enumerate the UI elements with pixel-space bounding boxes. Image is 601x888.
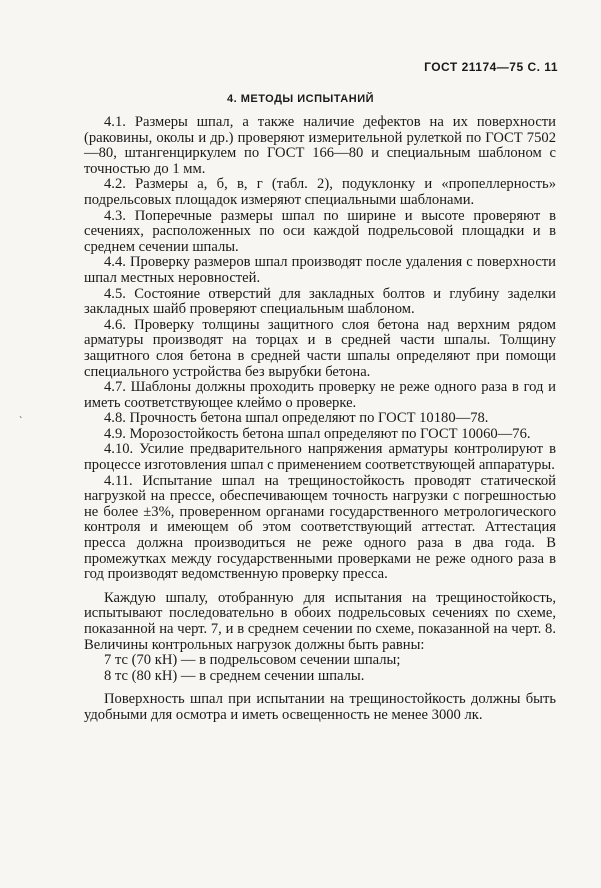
section-title: 4. МЕТОДЫ ИСПЫТАНИЙ [227,93,374,105]
paragraph-4-11: 4.11. Испытание шпал на трещиностойкость проводят статической нагрузкой на прессе, обеспечивающем точность нагрузки с погрешностью не более ±3%, проверенном органами государственного метрологического контроля и имеющем об этом соответствующий аттестат. Аттестация пресса должна производиться не реже одного раза в два года. В промежутках между государственными проверками не реже одного раза в год производят ведомственную проверку пресса. [84,472,556,583]
paragraph-surface-lighting: Поверхность шпал при испытании на трещиностойкость должны быть удобными для осмотра и иметь освещенность не менее 3000 лк. [84,691,556,723]
paragraph-4-6: 4.6. Проверку толщины защитного слоя бетона над верхним рядом арматуры производят на торцах и в средней части шпалы. Толщину защитного слоя бетона в средней части шпалы определяют при помощи специального устройства без вырубки бетона. [84,316,556,380]
load-line-rail-section: 7 тс (70 кН) — в подрельсовом сечении шпалы; [104,652,401,669]
paragraph-4-8: 4.8. Прочность бетона шпал определяют по ГОСТ 10180—78. [104,410,489,427]
paragraph-4-2: 4.2. Размеры а, б, в, г (табл. 2), подуклонку и «пропеллерность» подрельсовых площадок измеряют специальными шаблонами. [84,176,556,208]
paragraph-4-1: 4.1. Размеры шпал, а также наличие дефектов на их поверхности (раковины, околы и др.) проверяют измерительной рулеткой по ГОСТ 7502—80, штангенциркулем по ГОСТ 166—80 и специальным шаблоном с точностью до 1 мм. [84,114,556,177]
load-line-middle-section: 8 тс (80 кН) — в среднем сечении шпалы. [104,667,365,684]
document-body [84,115,556,724]
paragraph-4-4: 4.4. Проверку размеров шпал производят после удаления с поверхности шпал местных неровностей. [84,254,556,286]
page-header: ГОСТ 21174—75 С. 11 [424,60,558,74]
scan-speck: ` [19,416,23,427]
paragraph-4-7: 4.7. Шаблоны должны проходить проверку не реже одного раза в год и иметь соответствующее клеймо о проверке. [84,379,556,411]
paragraph-4-9: 4.9. Морозостойкость бетона шпал определяют по ГОСТ 10060—76. [104,425,531,442]
paragraph-4-5: 4.5. Состояние отверстий для закладных болтов и глубину заделки закладных шайб проверяют специальным шаблоном. [84,285,556,318]
paragraph-4-3: 4.3. Поперечные размеры шпал по ширине и высоте проверяют в сечениях, расположенных по оси каждой подрельсовой площадки и в среднем сечении шпалы. [84,207,556,255]
paragraph-loads-intro: Каждую шпалу, отобранную для испытания на трещиностойкость, испытывают последовательно в обоих подрельсовых сечениях по схеме, показанной на черт. 7, и в среднем сечении по схеме, показанной на черт. 8. Величины контрольных нагрузок должны быть равны: [84,589,556,653]
paragraph-4-10: 4.10. Усилие предварительного напряжения арматуры контролируют в процессе изготовления шпал с применением соответствующей аппаратуры. [84,441,556,474]
